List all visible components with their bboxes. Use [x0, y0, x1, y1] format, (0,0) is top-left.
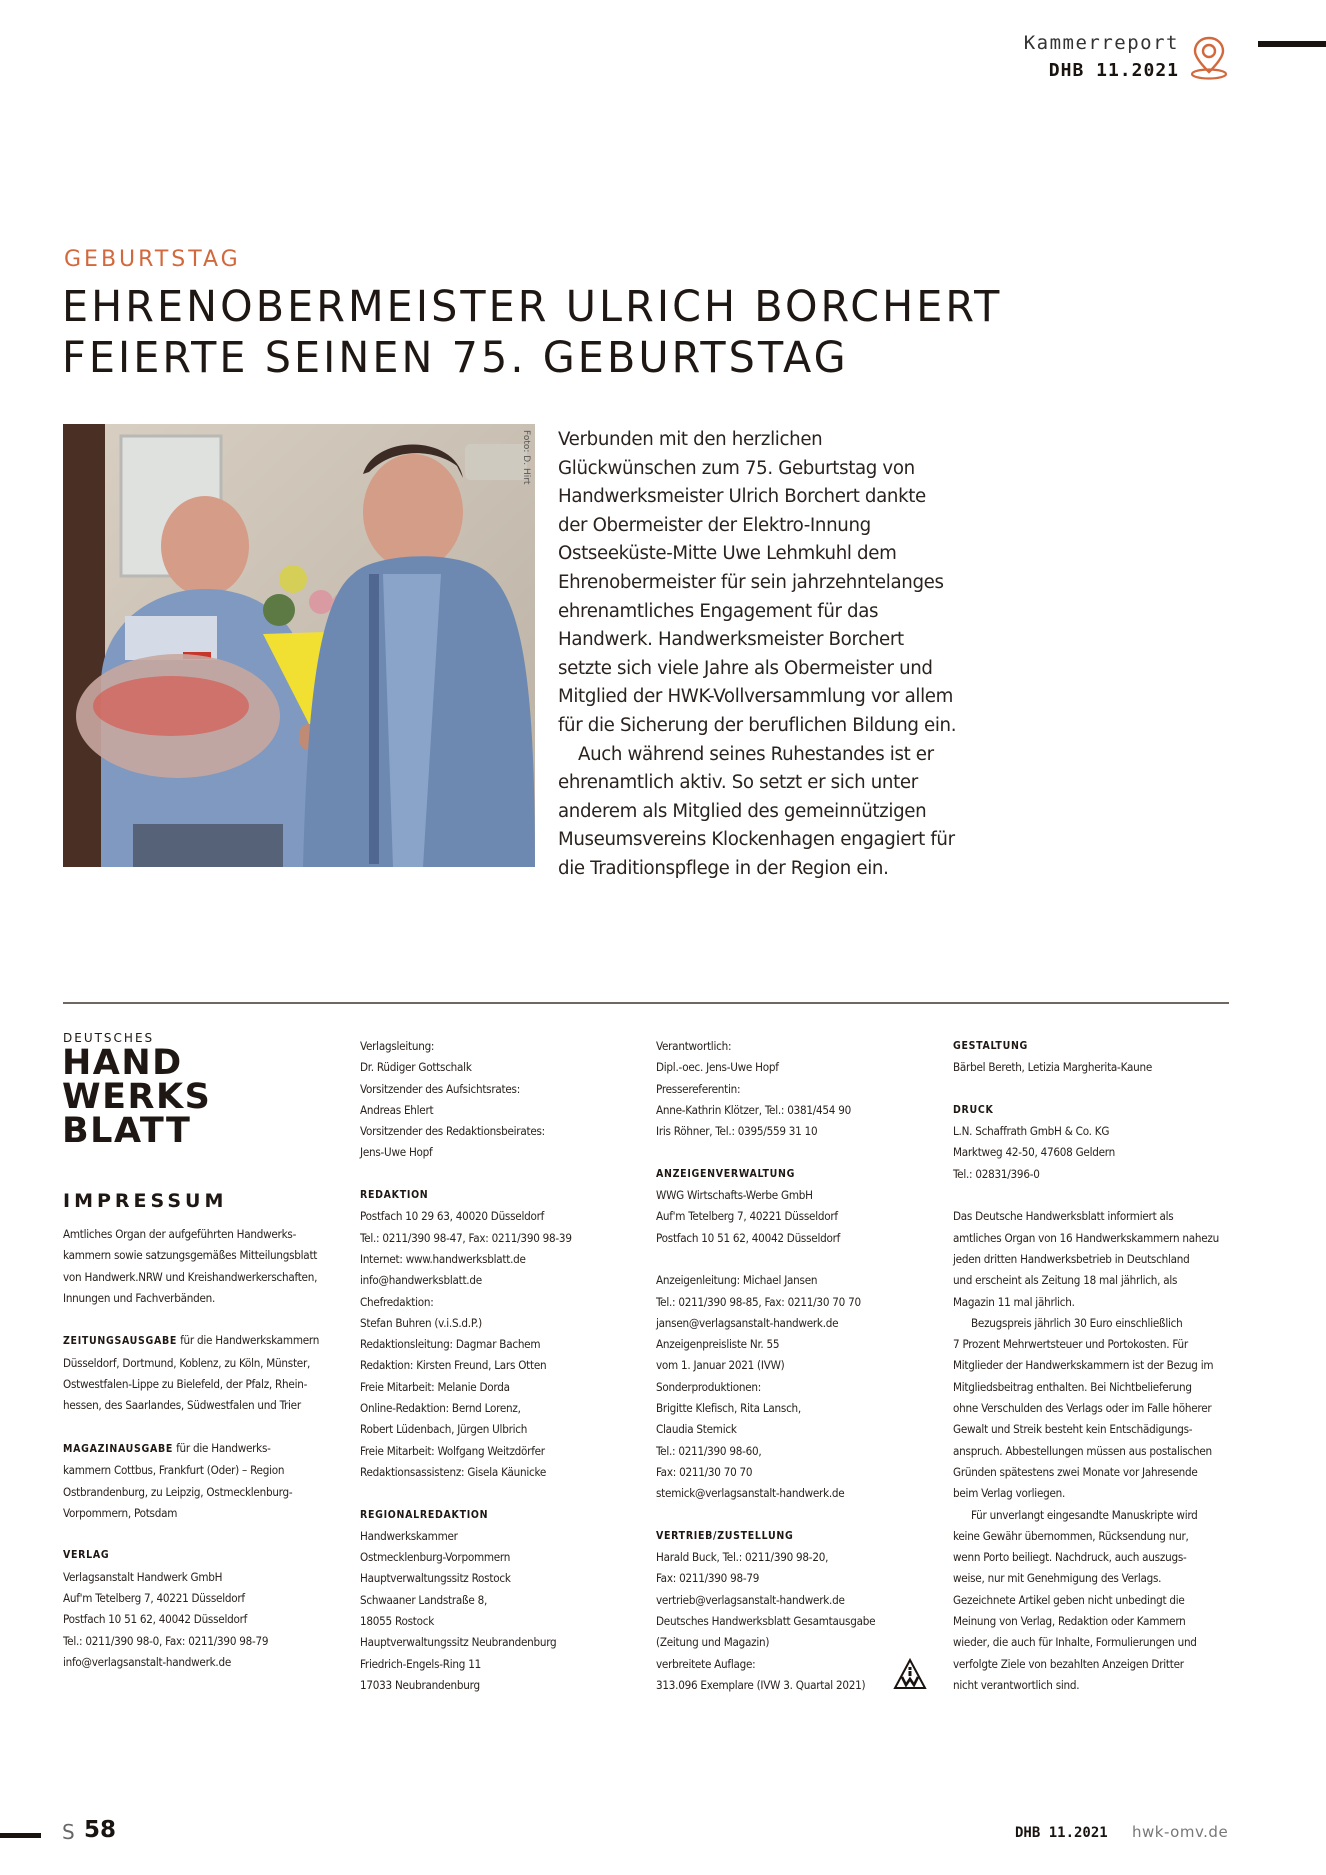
- text-line: WWG Wirtschafts-Werbe GmbH: [656, 1188, 813, 1203]
- text-line: [63, 1330, 348, 1352]
- article-kicker: GEBURTSTAG: [64, 247, 241, 272]
- text-line: Friedrich-Engels-Ring 11: [360, 1656, 481, 1671]
- impressum-title: IMPRESSUM: [63, 1190, 228, 1212]
- text-line: Dipl.-oec. Jens-Uwe Hopf: [656, 1060, 779, 1075]
- text-line: Gezeichnete Artikel geben nicht unbedingt die: [953, 1592, 1185, 1607]
- text-line: Postfach 10 51 62, 40042 Düsseldorf: [63, 1612, 248, 1627]
- text-line: Magazin 11 mal jährlich.: [953, 1294, 1075, 1309]
- text-line: keine Gewähr übernommen, Rücksendung nur,: [953, 1528, 1189, 1543]
- text-line: Gewalt und Streik besteht kein Entschädigungs-: [953, 1422, 1193, 1437]
- text-run: für die Handwerkskammern: [177, 1333, 320, 1348]
- heading-regionalredaktion: REGIONALREDAKTION: [360, 1508, 489, 1521]
- text-line: Sonderproduktionen:: [656, 1379, 762, 1394]
- text-line: von Handwerk.NRW und Kreishandwerkerschaften,: [63, 1269, 318, 1284]
- text-line: 7 Prozent Mehrwertsteuer und Portokosten. Für: [953, 1337, 1188, 1352]
- issue-label: DHB 11.2021: [1048, 60, 1179, 81]
- handwerksblatt-logo: [62, 1043, 212, 1151]
- page-prefix: S: [62, 1820, 75, 1844]
- text-line: Vorsitzender des Aufsichtsrates:: [360, 1081, 521, 1096]
- text-line: Das Deutsche Handwerksblatt informiert als: [953, 1209, 1174, 1224]
- header-rule: [1258, 41, 1326, 47]
- heading-magazinausgabe: MAGAZINAUSGABE: [63, 1442, 174, 1455]
- ivw-triangle-logo-icon: [893, 1658, 927, 1690]
- website-text: Internet: www.handwerksblatt.de: [360, 1251, 526, 1266]
- page-number: 58: [84, 1817, 117, 1843]
- text-line: Tel.: 0211/390 98-47, Fax: 0211/390 98-39: [360, 1230, 572, 1245]
- email-text: info@verlagsanstalt-handwerk.de: [63, 1654, 232, 1669]
- text-line: Ostwestfalen-Lippe zu Bielefeld, der Pfalz, Rhein-: [63, 1377, 308, 1392]
- text-line: kammern Cottbus, Frankfurt (Oder) – Region: [63, 1463, 285, 1478]
- text-line: Schwaaner Landstraße 8,: [360, 1592, 488, 1607]
- text-line: Andreas Ehlert: [360, 1102, 434, 1117]
- headline-line-2: FEIERTE SEINEN 75. GEBURTSTAG: [62, 333, 849, 383]
- text-line: Pressereferentin:: [656, 1081, 741, 1096]
- text-line: Hauptverwaltungssitz Rostock: [360, 1571, 511, 1586]
- heading-verlag: VERLAG: [63, 1549, 110, 1562]
- text-line: Gründen spätestens zwei Monate vor Jahresende: [953, 1464, 1198, 1479]
- logo-line: BLATT: [62, 1111, 192, 1151]
- text-line: [63, 1438, 348, 1460]
- text-line: und erscheint als Zeitung 18 mal jährlich, als: [953, 1273, 1178, 1288]
- text-line: 18055 Rostock: [360, 1614, 435, 1629]
- text-line: verfolgte Ziele von bezahlten Anzeigen Dritter: [953, 1656, 1184, 1671]
- text-line: Freie Mitarbeit: Wolfgang Weitzdörfer: [360, 1443, 545, 1458]
- text-line: Postfach 10 29 63, 40020 Düsseldorf: [360, 1209, 545, 1224]
- text-line: Amtliches Organ der aufgeführten Handwerks-: [63, 1227, 297, 1241]
- text-line: beim Verlag vorliegen.: [953, 1486, 1066, 1501]
- impressum-column-1: [63, 1224, 348, 1673]
- text-line: Mitglieder der Handwerkskammern ist der Bezug im: [953, 1358, 1214, 1373]
- text-line: Marktweg 42-50, 47608 Geldern: [953, 1145, 1115, 1160]
- article-paragraph: Auch während seines Ruhestandes ist er ehrenamtlich aktiv. So setzt er sich unter anderem als Mitglied des gemeinnützigen Museumsvereins Klockenhagen engagiert für die Traditionspflege in der Region ein.: [558, 743, 955, 879]
- text-line: ohne Verschulden des Verlags oder im Falle höherer: [953, 1401, 1212, 1416]
- heading-anzeigenverwaltung: ANZEIGENVERWALTUNG: [656, 1167, 796, 1180]
- text-line: Verantwortlich:: [656, 1039, 732, 1053]
- text-line: Vorsitzender des Redaktionsbeirates:: [360, 1124, 545, 1139]
- text-line: Tel.: 0211/390 98-85, Fax: 0211/30 70 70: [656, 1294, 861, 1309]
- text-line: Meinung von Verlag, Redaktion oder Kammern: [953, 1614, 1186, 1629]
- text-line: Mitgliedsbeitrag enthalten. Bei Nichtbelieferung: [953, 1379, 1192, 1394]
- text-line: Jens-Uwe Hopf: [360, 1145, 433, 1160]
- text-line: weise, nur mit Genehmigung des Verlags.: [953, 1571, 1162, 1586]
- text-line: Redaktion: Kirsten Freund, Lars Otten: [360, 1358, 547, 1373]
- text-line: Redaktionsleitung: Dagmar Bachem: [360, 1337, 541, 1352]
- text-line: Fax: 0211/30 70 70: [656, 1464, 753, 1479]
- text-line: vom 1. Januar 2021 (IVW): [656, 1358, 785, 1373]
- heading-vertrieb: VERTRIEB/ZUSTELLUNG: [656, 1529, 794, 1542]
- article-body: [558, 426, 958, 884]
- text-line: Ostbrandenburg, zu Leipzig, Ostmecklenburg-: [63, 1484, 293, 1499]
- text-line: Stefan Buhren (v.i.S.d.P.): [360, 1315, 482, 1330]
- text-line: Verlagsanstalt Handwerk GmbH: [63, 1569, 223, 1584]
- text-line: Tel.: 0211/390 98-0, Fax: 0211/390 98-79: [63, 1633, 269, 1648]
- text-line: Anne-Kathrin Klötzer, Tel.: 0381/454 90: [656, 1102, 852, 1117]
- text-line: Handwerkskammer: [360, 1528, 458, 1543]
- text-line: Chefredaktion:: [360, 1294, 434, 1309]
- text-line: Verlagsleitung:: [360, 1039, 435, 1053]
- email-text: info@handwerksblatt.de: [360, 1273, 482, 1288]
- footer-rule: [0, 1833, 41, 1838]
- heading-zeitungsausgabe: ZEITUNGSAUSGABE: [63, 1335, 178, 1348]
- text-line: jeden dritten Handwerksbetrieb in Deutschland: [953, 1251, 1190, 1266]
- text-line: (Zeitung und Magazin): [656, 1635, 770, 1650]
- photo-credit: Foto: D. Hirt: [521, 430, 531, 485]
- logo-line: WERKS: [62, 1077, 212, 1117]
- footer-url: hwk-omv.de: [1132, 1823, 1229, 1841]
- text-line: Bezugspreis jährlich 30 Euro einschließlich: [971, 1315, 1183, 1330]
- text-line: Harald Buck, Tel.: 0211/390 98-20,: [656, 1550, 829, 1565]
- text-line: Innungen und Fachverbänden.: [63, 1290, 216, 1305]
- text-line: Robert Lüdenbach, Jürgen Ulbrich: [360, 1422, 528, 1437]
- email-text: jansen@verlagsanstalt-handwerk.de: [656, 1315, 839, 1330]
- text-line: Anzeigenleitung: Michael Jansen: [656, 1273, 818, 1288]
- text-line: Tel.: 02831/396-0: [953, 1166, 1040, 1181]
- text-line: nicht verantwortlich sind.: [953, 1677, 1080, 1692]
- text-line: anspruch. Abbestellungen müssen aus postalischen: [953, 1443, 1212, 1458]
- text-line: Deutsches Handwerksblatt Gesamtausgabe: [656, 1614, 876, 1629]
- headline-line-1: EHRENOBERMEISTER ULRICH BORCHERT: [62, 282, 1003, 332]
- text-line: Redaktionsassistenz: Gisela Käunicke: [360, 1464, 546, 1479]
- text-line: Dr. Rüdiger Gottschalk: [360, 1060, 472, 1075]
- photo-illustration: [63, 424, 535, 867]
- heading-druck: DRUCK: [953, 1103, 994, 1116]
- text-line: Iris Röhner, Tel.: 0395/559 31 10: [656, 1124, 818, 1139]
- text-line: verbreitete Auflage:: [656, 1656, 756, 1671]
- text-line: Hauptverwaltungssitz Neubrandenburg: [360, 1635, 557, 1650]
- heading-gestaltung: GESTALTUNG: [953, 1040, 1029, 1052]
- text-line: Brigitte Klefisch, Rita Lansch,: [656, 1401, 801, 1416]
- email-text: stemick@verlagsanstalt-handwerk.de: [656, 1486, 845, 1501]
- text-line: Claudia Stemick: [656, 1422, 737, 1437]
- text-run: für die Handwerks-: [173, 1440, 271, 1455]
- section-label: Kammerreport: [1023, 32, 1179, 54]
- text-line: Für unverlangt eingesandte Manuskripte wird: [971, 1507, 1198, 1522]
- text-line: Fax: 0211/390 98-79: [656, 1571, 760, 1586]
- location-pin-icon: [1188, 34, 1230, 82]
- text-line: Auf'm Tetelberg 7, 40221 Düsseldorf: [63, 1591, 245, 1606]
- text-line: Bärbel Bereth, Letizia Margherita-Kaune: [953, 1060, 1152, 1075]
- text-line: Online-Redaktion: Bernd Lorenz,: [360, 1401, 521, 1416]
- text-line: Postfach 10 51 62, 40042 Düsseldorf: [656, 1230, 841, 1245]
- text-line: Vorpommern, Potsdam: [63, 1505, 178, 1520]
- article-headline: [62, 282, 1118, 384]
- text-line: kammern sowie satzungsgemäßes Mitteilungsblatt: [63, 1248, 318, 1263]
- text-line: Ostmecklenburg-Vorpommern: [360, 1550, 511, 1565]
- email-text: vertrieb@verlagsanstalt-handwerk.de: [656, 1592, 845, 1607]
- heading-redaktion: REDAKTION: [360, 1189, 429, 1202]
- text-line: wieder, die auch für Inhalte, Formulierungen und: [953, 1635, 1197, 1650]
- text-line: hessen, des Saarlandes, Südwestfalen und Trier: [63, 1398, 301, 1413]
- impressum-column-3: [656, 1036, 946, 1696]
- text-line: L.N. Schaffrath GmbH & Co. KG: [953, 1124, 1110, 1139]
- section-divider: [63, 1002, 1229, 1004]
- footer-issue: DHB 11.2021: [1015, 1825, 1108, 1841]
- article-paragraph: Verbunden mit den herzlichen Glückwünschen zum 75. Geburtstag von Handwerksmeister Ulrich Borchert dankte der Obermeister der Elektro-Innung Ostseeküste-Mitte Uwe Lehmkuhl dem Ehrenobermeister für sein jahrzehntelanges ehrenamtliches Engagement für das Handwerk. Handwerksmeister Borchert setzte sich viele Jahre als Obermeister und Mitglied der HWK-Vollversammlung vor allem für die Sicherung der beruflichen Bildung ein.: [558, 429, 957, 736]
- impressum-column-2: [360, 1036, 645, 1696]
- text-line: wenn Porto beiliegt. Nachdruck, auch auszugs-: [953, 1550, 1187, 1565]
- text-line: amtliches Organ von 16 Handwerkskammern nahezu: [953, 1230, 1220, 1245]
- logo-line: HAND: [62, 1043, 183, 1083]
- text-line: 17033 Neubrandenburg: [360, 1677, 480, 1692]
- text-line: Freie Mitarbeit: Melanie Dorda: [360, 1379, 510, 1394]
- impressum-column-4: [953, 1036, 1243, 1696]
- text-line: 313.096 Exemplare (IVW 3. Quartal 2021): [656, 1677, 866, 1692]
- text-line: Tel.: 0211/390 98-60,: [656, 1443, 762, 1458]
- logo-deutsches: DEUTSCHES: [63, 1031, 155, 1045]
- text-line: Düsseldorf, Dortmund, Koblenz, zu Köln, Münster,: [63, 1355, 311, 1370]
- text-line: Auf'm Tetelberg 7, 40221 Düsseldorf: [656, 1209, 838, 1224]
- article-photo: [63, 424, 535, 867]
- text-line: Anzeigenpreisliste Nr. 55: [656, 1337, 780, 1352]
